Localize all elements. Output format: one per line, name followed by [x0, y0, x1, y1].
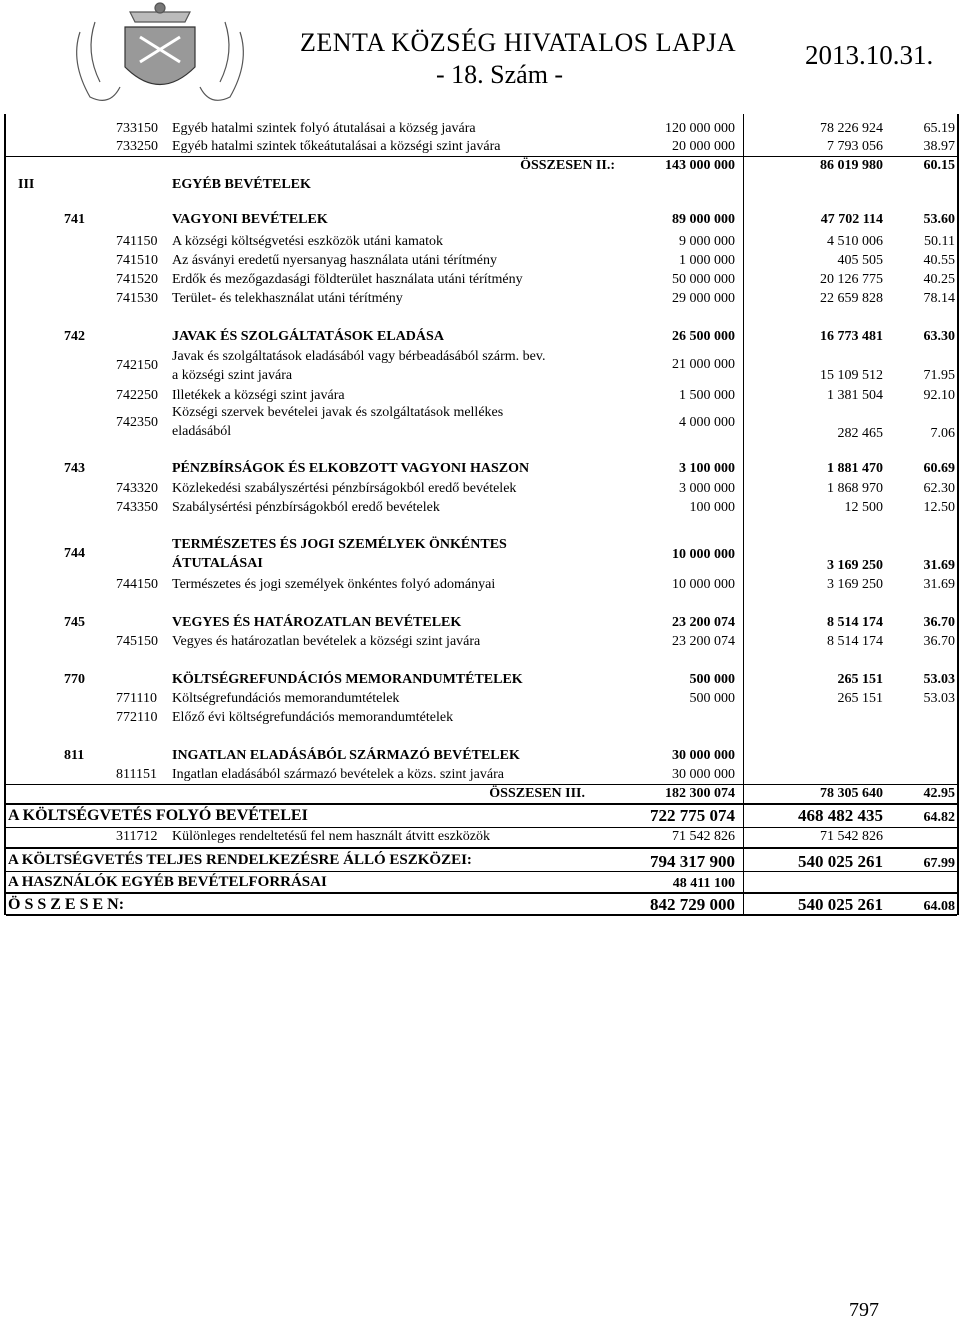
group-code: 770 — [64, 672, 85, 687]
subtotal-label: ÖSSZESEN II.: — [520, 158, 615, 173]
group-row — [6, 671, 957, 689]
realized-cell: 282 465 — [837, 426, 883, 441]
realized-cell: 468 482 435 — [798, 806, 883, 825]
total-row — [6, 872, 957, 892]
table-row — [6, 120, 957, 138]
realized-cell: 265 151 — [837, 691, 883, 706]
planned-cell: 23 200 074 — [672, 615, 735, 630]
code-cell: 743320 — [116, 481, 158, 496]
issue-date: 2013.10.31. — [805, 40, 934, 70]
subtotal-label: ÖSSZESEN III. — [489, 786, 585, 801]
table-row — [6, 348, 957, 386]
planned-cell: 3 000 000 — [679, 481, 735, 496]
description-cell: Illetékek a községi szint javára — [172, 388, 345, 403]
realized-cell: 78 305 640 — [820, 786, 883, 801]
percent-cell: 92.10 — [923, 388, 955, 403]
realized-cell: 15 109 512 — [820, 368, 883, 383]
code-cell: 742350 — [116, 415, 158, 430]
code-cell: 772110 — [116, 710, 158, 725]
grand-total-label: Ö S S Z E S E N: — [8, 896, 125, 913]
planned-cell: 10 000 000 — [672, 547, 735, 562]
realized-cell: 47 702 114 — [820, 212, 883, 227]
code-cell: 742150 — [116, 358, 158, 373]
publication-title: ZENTA KÖZSÉG HIVATALOS LAPJA — [300, 28, 737, 57]
percent-cell: 53.03 — [923, 672, 955, 687]
planned-cell: 26 500 000 — [672, 329, 735, 344]
code-cell: 745150 — [116, 634, 158, 649]
percent-cell: 36.70 — [923, 634, 955, 649]
group-title-line-2: ÁTUTALÁSAI — [172, 556, 263, 571]
description-cell: Vegyes és határozatlan bevételek a községi szint javára — [172, 634, 481, 649]
description-cell: Előző évi költségrefundációs memorandumtételek — [172, 710, 454, 725]
code-cell: 743350 — [116, 500, 158, 515]
group-code: 811 — [64, 748, 85, 763]
table-row — [6, 633, 957, 651]
realized-cell: 1 868 970 — [827, 481, 883, 496]
percent-cell: 50.11 — [924, 234, 955, 249]
code-cell: 771110 — [116, 691, 157, 706]
table-row — [6, 271, 957, 289]
group-title: KÖLTSÉGREFUNDÁCIÓS MEMORANDUMTÉTELEK — [172, 672, 523, 687]
group-row — [6, 536, 957, 576]
group-title: VAGYONI BEVÉTELEK — [172, 212, 328, 227]
issue-number: - 18. Szám - — [436, 60, 564, 89]
table-row — [6, 387, 957, 405]
percent-cell: 78.14 — [923, 291, 955, 306]
table-row — [6, 252, 957, 270]
planned-cell: 4 000 000 — [679, 415, 735, 430]
description-cell: Költségrefundációs memorandumtételek — [172, 691, 400, 706]
percent-cell: 60.69 — [923, 461, 955, 476]
group-code: 741 — [64, 212, 85, 227]
planned-cell: 1 000 000 — [679, 253, 735, 268]
planned-cell: 9 000 000 — [679, 234, 735, 249]
table-row — [6, 233, 957, 251]
code-cell: 742250 — [116, 388, 158, 403]
realized-cell: 3 169 250 — [827, 558, 883, 573]
realized-cell: 8 514 174 — [827, 615, 883, 630]
code-cell: 744150 — [116, 577, 158, 592]
planned-cell: 100 000 — [689, 500, 735, 515]
percent-cell: 42.95 — [923, 786, 955, 801]
planned-cell: 71 542 826 — [672, 829, 735, 844]
description-cell: Terület- és telekhasználat utáni térítmény — [172, 291, 403, 306]
percent-cell: 64.82 — [923, 810, 955, 825]
section-title: EGYÉB BEVÉTELEK — [172, 177, 311, 192]
code-cell: 733250 — [116, 139, 158, 154]
description-cell: Különleges rendeltetésű fel nem használt átvitt eszközök — [172, 829, 491, 844]
planned-cell: 182 300 074 — [665, 786, 735, 801]
realized-cell: 12 500 — [844, 500, 883, 515]
code-cell: 811151 — [116, 767, 157, 782]
percent-cell: 64.08 — [923, 899, 955, 914]
total-row — [6, 849, 957, 871]
percent-cell: 12.50 — [923, 500, 955, 515]
percent-cell: 53.60 — [923, 212, 955, 227]
planned-cell: 21 000 000 — [672, 357, 735, 372]
description-cell: Szabálysértési pénzbírságokból eredő bevételek — [172, 500, 440, 515]
planned-cell: 30 000 000 — [672, 748, 735, 763]
realized-cell: 265 151 — [837, 672, 883, 687]
subtotal-row — [6, 785, 957, 803]
percent-cell: 31.69 — [923, 558, 955, 573]
percent-cell: 63.30 — [923, 329, 955, 344]
page-number: 797 — [849, 1299, 879, 1321]
realized-cell: 4 510 006 — [827, 234, 883, 249]
realized-cell: 1 381 504 — [827, 388, 883, 403]
percent-cell: 31.69 — [923, 577, 955, 592]
table-row — [6, 480, 957, 498]
description-line-1: Javak és szolgáltatások eladásából vagy bérbeadásából szárm. bev. — [172, 349, 546, 364]
group-title: INGATLAN ELADÁSÁBÓL SZÁRMAZÓ BEVÉTELEK — [172, 748, 520, 763]
planned-cell: 30 000 000 — [672, 767, 735, 782]
description-line-2: eladásából — [172, 424, 232, 439]
code-cell: 733150 — [116, 121, 158, 136]
percent-cell: 62.30 — [923, 481, 955, 496]
realized-cell: 540 025 261 — [798, 852, 883, 871]
table-row — [6, 576, 957, 594]
table-row — [6, 138, 957, 156]
group-row — [6, 614, 957, 632]
planned-cell: 20 000 000 — [672, 139, 735, 154]
total-row — [6, 805, 957, 827]
revenue-table — [4, 114, 959, 915]
table-bottom-border — [6, 914, 957, 916]
description-cell: A községi költségvetési eszközök utáni kamatok — [172, 234, 443, 249]
total-label: A HASZNÁLÓK EGYÉB BEVÉTELFORRÁSAI — [8, 874, 327, 890]
realized-cell: 1 881 470 — [827, 461, 883, 476]
planned-cell: 842 729 000 — [650, 895, 735, 914]
group-title: PÉNZBÍRSÁGOK ÉS ELKOBZOTT VAGYONI HASZON — [172, 461, 530, 476]
realized-cell: 22 659 828 — [820, 291, 883, 306]
table-row — [6, 766, 957, 784]
percent-cell: 60.15 — [923, 158, 955, 173]
percent-cell: 7.06 — [930, 426, 955, 441]
planned-cell: 1 500 000 — [679, 388, 735, 403]
group-row — [6, 328, 957, 346]
percent-cell: 38.97 — [923, 139, 955, 154]
realized-cell: 20 126 775 — [820, 272, 883, 287]
group-row — [6, 211, 957, 229]
page-header — [0, 0, 960, 112]
realized-cell: 78 226 924 — [820, 121, 883, 136]
description-cell: Egyéb hatalmi szintek tőkeátutalásai a községi szint javára — [172, 139, 501, 154]
grand-total-row — [6, 894, 957, 916]
table-row — [6, 709, 957, 727]
realized-cell: 405 505 — [837, 253, 883, 268]
planned-cell: 50 000 000 — [672, 272, 735, 287]
percent-cell: 67.99 — [923, 856, 955, 871]
planned-cell: 794 317 900 — [650, 852, 735, 871]
planned-cell: 500 000 — [689, 672, 735, 687]
planned-cell: 120 000 000 — [665, 121, 735, 136]
planned-cell: 3 100 000 — [679, 461, 735, 476]
percent-cell: 53.03 — [923, 691, 955, 706]
description-cell: Közlekedési szabályszértési pénzbírságokból eredő bevételek — [172, 481, 517, 496]
code-cell: 741520 — [116, 272, 158, 287]
planned-cell: 722 775 074 — [650, 806, 735, 825]
section-row — [6, 176, 957, 194]
group-title: VEGYES ÉS HATÁROZATLAN BEVÉTELEK — [172, 615, 462, 630]
description-cell: Természetes és jogi személyek önkéntes folyó adományai — [172, 577, 496, 592]
realized-cell: 3 169 250 — [827, 577, 883, 592]
percent-cell: 65.19 — [923, 121, 955, 136]
group-code: 745 — [64, 615, 85, 630]
table-row — [6, 499, 957, 517]
subtotal-row — [6, 157, 957, 175]
group-row — [6, 747, 957, 765]
description-cell: Ingatlan eladásából származó bevételek a közs. szint javára — [172, 767, 504, 782]
realized-cell: 540 025 261 — [798, 895, 883, 914]
total-label: A KÖLTSÉGVETÉS TELJES RENDELKEZÉSRE ÁLLÓ ESZKÖZEI: — [8, 852, 472, 868]
group-code: 742 — [64, 329, 85, 344]
table-row — [6, 828, 957, 846]
description-line-2: a községi szint javára — [172, 368, 293, 383]
realized-cell: 86 019 980 — [820, 158, 883, 173]
description-cell: Erdők és mezőgazdasági földterület használata utáni térítmény — [172, 272, 523, 287]
planned-cell: 23 200 074 — [672, 634, 735, 649]
realized-cell: 71 542 826 — [820, 829, 883, 844]
percent-cell: 40.55 — [923, 253, 955, 268]
table-row — [6, 290, 957, 308]
section-number: III — [18, 177, 35, 192]
group-title-line-1: TERMÉSZETES ÉS JOGI SZEMÉLYEK ÖNKÉNTES — [172, 537, 507, 552]
description-line-1: Községi szervek bevételei javak és szolgáltatások mellékes — [172, 405, 504, 420]
description-cell: Egyéb hatalmi szintek folyó átutalásai a község javára — [172, 121, 476, 136]
total-label: A KÖLTSÉGVETÉS FOLYÓ BEVÉTELEI — [8, 807, 308, 824]
group-row — [6, 460, 957, 478]
group-code: 744 — [64, 546, 85, 561]
code-cell: 311712 — [116, 829, 158, 844]
table-row — [6, 404, 957, 442]
percent-cell: 71.95 — [923, 368, 955, 383]
code-cell: 741510 — [116, 253, 158, 268]
table-row — [6, 690, 957, 708]
planned-cell: 143 000 000 — [665, 158, 735, 173]
percent-cell: 36.70 — [923, 615, 955, 630]
coat-of-arms-icon — [60, 2, 260, 110]
planned-cell: 48 411 100 — [672, 876, 735, 891]
planned-cell: 89 000 000 — [672, 212, 735, 227]
realized-cell: 16 773 481 — [820, 329, 883, 344]
code-cell: 741530 — [116, 291, 158, 306]
realized-cell: 8 514 174 — [827, 634, 883, 649]
group-code: 743 — [64, 461, 85, 476]
percent-cell: 40.25 — [923, 272, 955, 287]
planned-cell: 500 000 — [689, 691, 735, 706]
group-title: JAVAK ÉS SZOLGÁLTATÁSOK ELADÁSA — [172, 329, 444, 344]
planned-cell: 29 000 000 — [672, 291, 735, 306]
code-cell: 741150 — [116, 234, 158, 249]
realized-cell: 7 793 056 — [827, 139, 883, 154]
planned-cell: 10 000 000 — [672, 577, 735, 592]
description-cell: Az ásványi eredetű nyersanyag használata utáni térítmény — [172, 253, 497, 268]
